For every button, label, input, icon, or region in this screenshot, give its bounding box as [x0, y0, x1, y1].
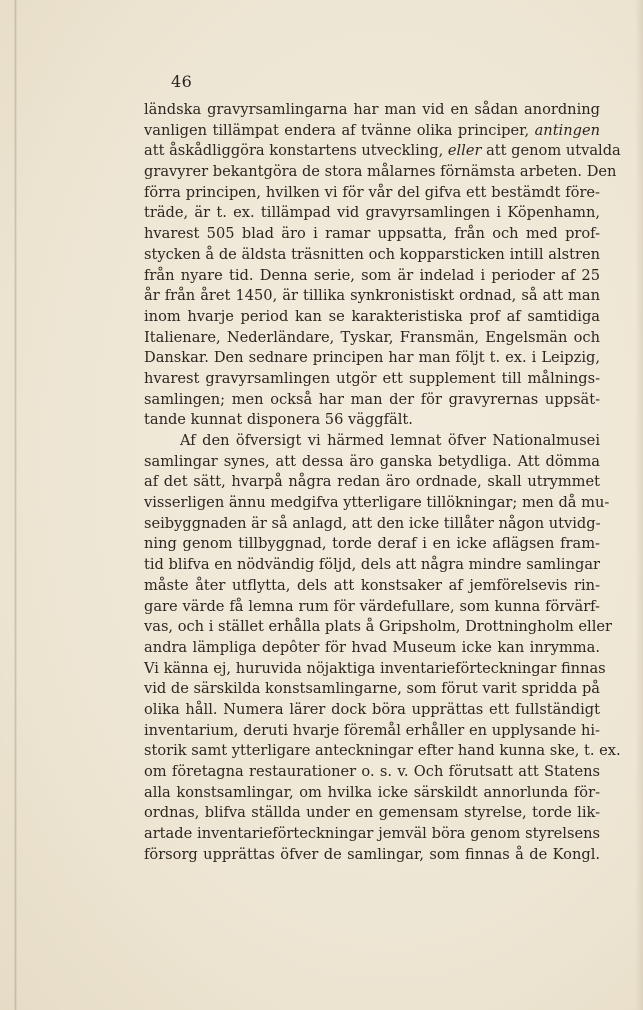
- text-line: stycken å de äldsta träsnitten och kopparsticken intill alstren: [144, 245, 600, 263]
- text-line: storik samt ytterligare anteckningar efter hand kunna ske, t. ex.: [144, 742, 621, 760]
- text-line: olika håll. Numera lärer dock böra upprättas ett fullständigt: [144, 700, 600, 718]
- body-text: [144, 100, 621, 865]
- text-line: tid blifva en nödvändig följd, dels att några mindre samlingar: [144, 556, 600, 574]
- text-line: om företagna restaurationer o. s. v. Och förutsatt att Statens: [144, 763, 600, 780]
- text-line: Italienare, Nederländare, Tyskar, Fransmän, Engelsmän och: [144, 328, 600, 346]
- text-line: af det sätt, hvarpå några redan äro ordnade, skall utrymmet: [144, 473, 600, 491]
- text-line: seibyggnaden är så anlagd, att den icke tillåter någon utvidg-: [144, 514, 601, 532]
- text-line: måste åter utflytta, dels att konstsaker af jemförelsevis rin-: [144, 576, 600, 594]
- text-line: att åskådliggöra konstartens utveckling, eller att genom utvalda: [144, 142, 621, 160]
- text-line: ordnas, blifva ställda under en gemensam styrelse, torde lik-: [144, 804, 600, 822]
- text-line: vanligen tillämpat endera af tvänne olika principer, antingen: [144, 121, 601, 139]
- italic-word: antingen: [534, 121, 601, 139]
- text-line: inom hvarje period kan se karakteristiska prof af samtidiga: [144, 307, 600, 325]
- text-line: Danskar. Den sednare principen har man följt t. ex. i Leipzig,: [144, 349, 600, 367]
- text-line: vas, och i stället erhålla plats å Gripsholm, Drottningholm eller: [144, 618, 612, 636]
- page-number: 46: [171, 72, 193, 91]
- page-gutter-edge: [14, 0, 17, 1010]
- page-right-edge: [635, 0, 643, 1010]
- italic-word: eller: [447, 142, 482, 160]
- text-line: samlingen; men också har man der för gravyrernas uppsät-: [144, 390, 600, 408]
- text-line: förra principen, hvilken vi för vår del gifva ett bestämdt före-: [144, 183, 600, 201]
- text-line: andra lämpliga depôter för hvad Museum icke kan inrymma.: [144, 638, 600, 656]
- text-line: från nyare tid. Denna serie, som är indelad i perioder af 25: [144, 266, 600, 284]
- text-line: samlingar synes, att dessa äro ganska betydliga. Att dömma: [144, 452, 600, 470]
- text-line: ning genom tillbyggnad, torde deraf i en icke aflägsen fram-: [144, 535, 600, 553]
- text-line: hvarest gravyrsamlingen utgör ett supplement till målnings-: [144, 369, 600, 387]
- text-line: artade inventarieförteckningar jemväl böra genom styrelsens: [144, 825, 600, 843]
- text-line: vid de särskilda konstsamlingarne, som förut varit spridda på: [144, 680, 600, 698]
- text-line: hvarest 505 blad äro i ramar uppsatta, från och med prof-: [144, 225, 600, 243]
- text-line: Vi känna ej, huruvida nöjaktiga inventarieförteckningar finnas: [144, 659, 606, 677]
- text-line: träde, är t. ex. tillämpad vid gravyrsamlingen i Köpenhamn,: [144, 204, 600, 222]
- text-line: visserligen ännu medgifva ytterligare tillökningar; men då mu-: [144, 494, 610, 512]
- text-line: inventarium, deruti hvarje föremål erhåller en upplysande hi-: [144, 721, 600, 739]
- text-line: försorg upprättas öfver de samlingar, som finnas å de Kongl.: [144, 845, 600, 863]
- text-line: Af den öfversigt vi härmed lemnat öfver Nationalmusei: [180, 432, 600, 449]
- text-line: gravyrer bekantgöra de stora målarnes förnämsta arbeten. Den: [144, 163, 617, 181]
- text-line: tande kunnat disponera 56 väggfält.: [144, 411, 413, 429]
- text-line: år från året 1450, är tillika synkronistiskt ordnad, så att man: [144, 287, 600, 305]
- text-line: ländska gravyrsamlingarna har man vid en sådan anordning: [144, 101, 600, 118]
- text-line: gare värde få lemna rum för värdefullare, som kunna förvärf-: [144, 597, 600, 615]
- text-line: alla konstsamlingar, om hvilka icke särskildt annorlunda för-: [144, 783, 600, 801]
